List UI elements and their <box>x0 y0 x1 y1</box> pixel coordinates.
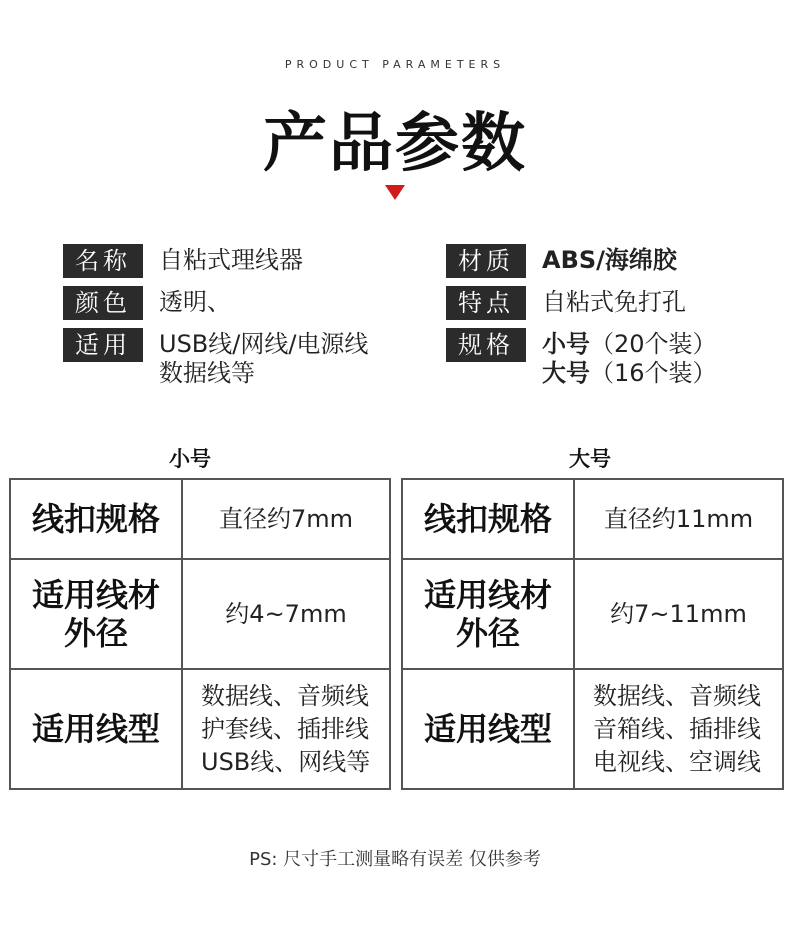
table-value: 约4~7mm <box>182 559 390 669</box>
spec-name-value: 自粘式理线器 <box>159 246 303 274</box>
table-key: 线扣规格 <box>402 479 574 559</box>
table-row <box>10 479 390 559</box>
table-row <box>10 559 390 669</box>
spec-name-row <box>63 244 303 278</box>
spec-use-label: 适用 <box>63 328 143 362</box>
large-table-caption: 大号 <box>569 447 611 471</box>
page-title: 产品参数 <box>263 107 527 181</box>
table-row <box>10 669 390 789</box>
spec-use-value <box>159 328 368 388</box>
table-key: 适用线材 外径 <box>402 559 574 669</box>
table-value: 直径约7mm <box>182 479 390 559</box>
spec-material-row <box>446 244 677 278</box>
spec-size-large: 大号（16个装） <box>542 359 717 387</box>
spec-size-row <box>446 328 717 388</box>
table-value: 约7~11mm <box>574 559 783 669</box>
spec-feature-value: 自粘式免打孔 <box>542 288 686 316</box>
small-table-caption: 小号 <box>169 447 211 471</box>
table-value: 数据线、音频线 护套线、插排线 USB线、网线等 <box>182 669 390 789</box>
spec-feature-label: 特点 <box>446 286 526 320</box>
spec-feature-row <box>446 286 686 320</box>
spec-name-label: 名称 <box>63 244 143 278</box>
table-row <box>402 479 783 559</box>
table-key: 适用线型 <box>402 669 574 789</box>
table-row <box>402 669 783 789</box>
small-spec-table <box>9 478 391 790</box>
spec-use-value-line1: USB线/网线/电源线 <box>159 330 369 358</box>
spec-color-value: 透明、 <box>159 288 231 316</box>
spec-use-value-line2: 数据线等 <box>159 359 255 387</box>
section-subtitle: PRODUCT PARAMETERS <box>284 58 506 71</box>
table-key: 适用线型 <box>10 669 182 789</box>
spec-size-small: 小号（20个装） <box>542 330 717 358</box>
spec-color-label: 颜色 <box>63 286 143 320</box>
spec-use-row <box>63 328 368 388</box>
spec-size-value <box>542 328 717 388</box>
spec-color-row <box>63 286 231 320</box>
spec-material-value: ABS/海绵胶 <box>542 246 677 274</box>
table-key: 线扣规格 <box>10 479 182 559</box>
large-spec-table <box>401 478 784 790</box>
table-value: 数据线、音频线 音箱线、插排线 电视线、空调线 <box>574 669 783 789</box>
table-key: 适用线材 外径 <box>10 559 182 669</box>
spec-size-label: 规格 <box>446 328 526 362</box>
footer-note: PS: 尺寸手工测量略有误差 仅供参考 <box>249 849 541 870</box>
table-value: 直径约11mm <box>574 479 783 559</box>
table-row <box>402 559 783 669</box>
down-arrow-icon <box>385 185 405 200</box>
spec-material-label: 材质 <box>446 244 526 278</box>
